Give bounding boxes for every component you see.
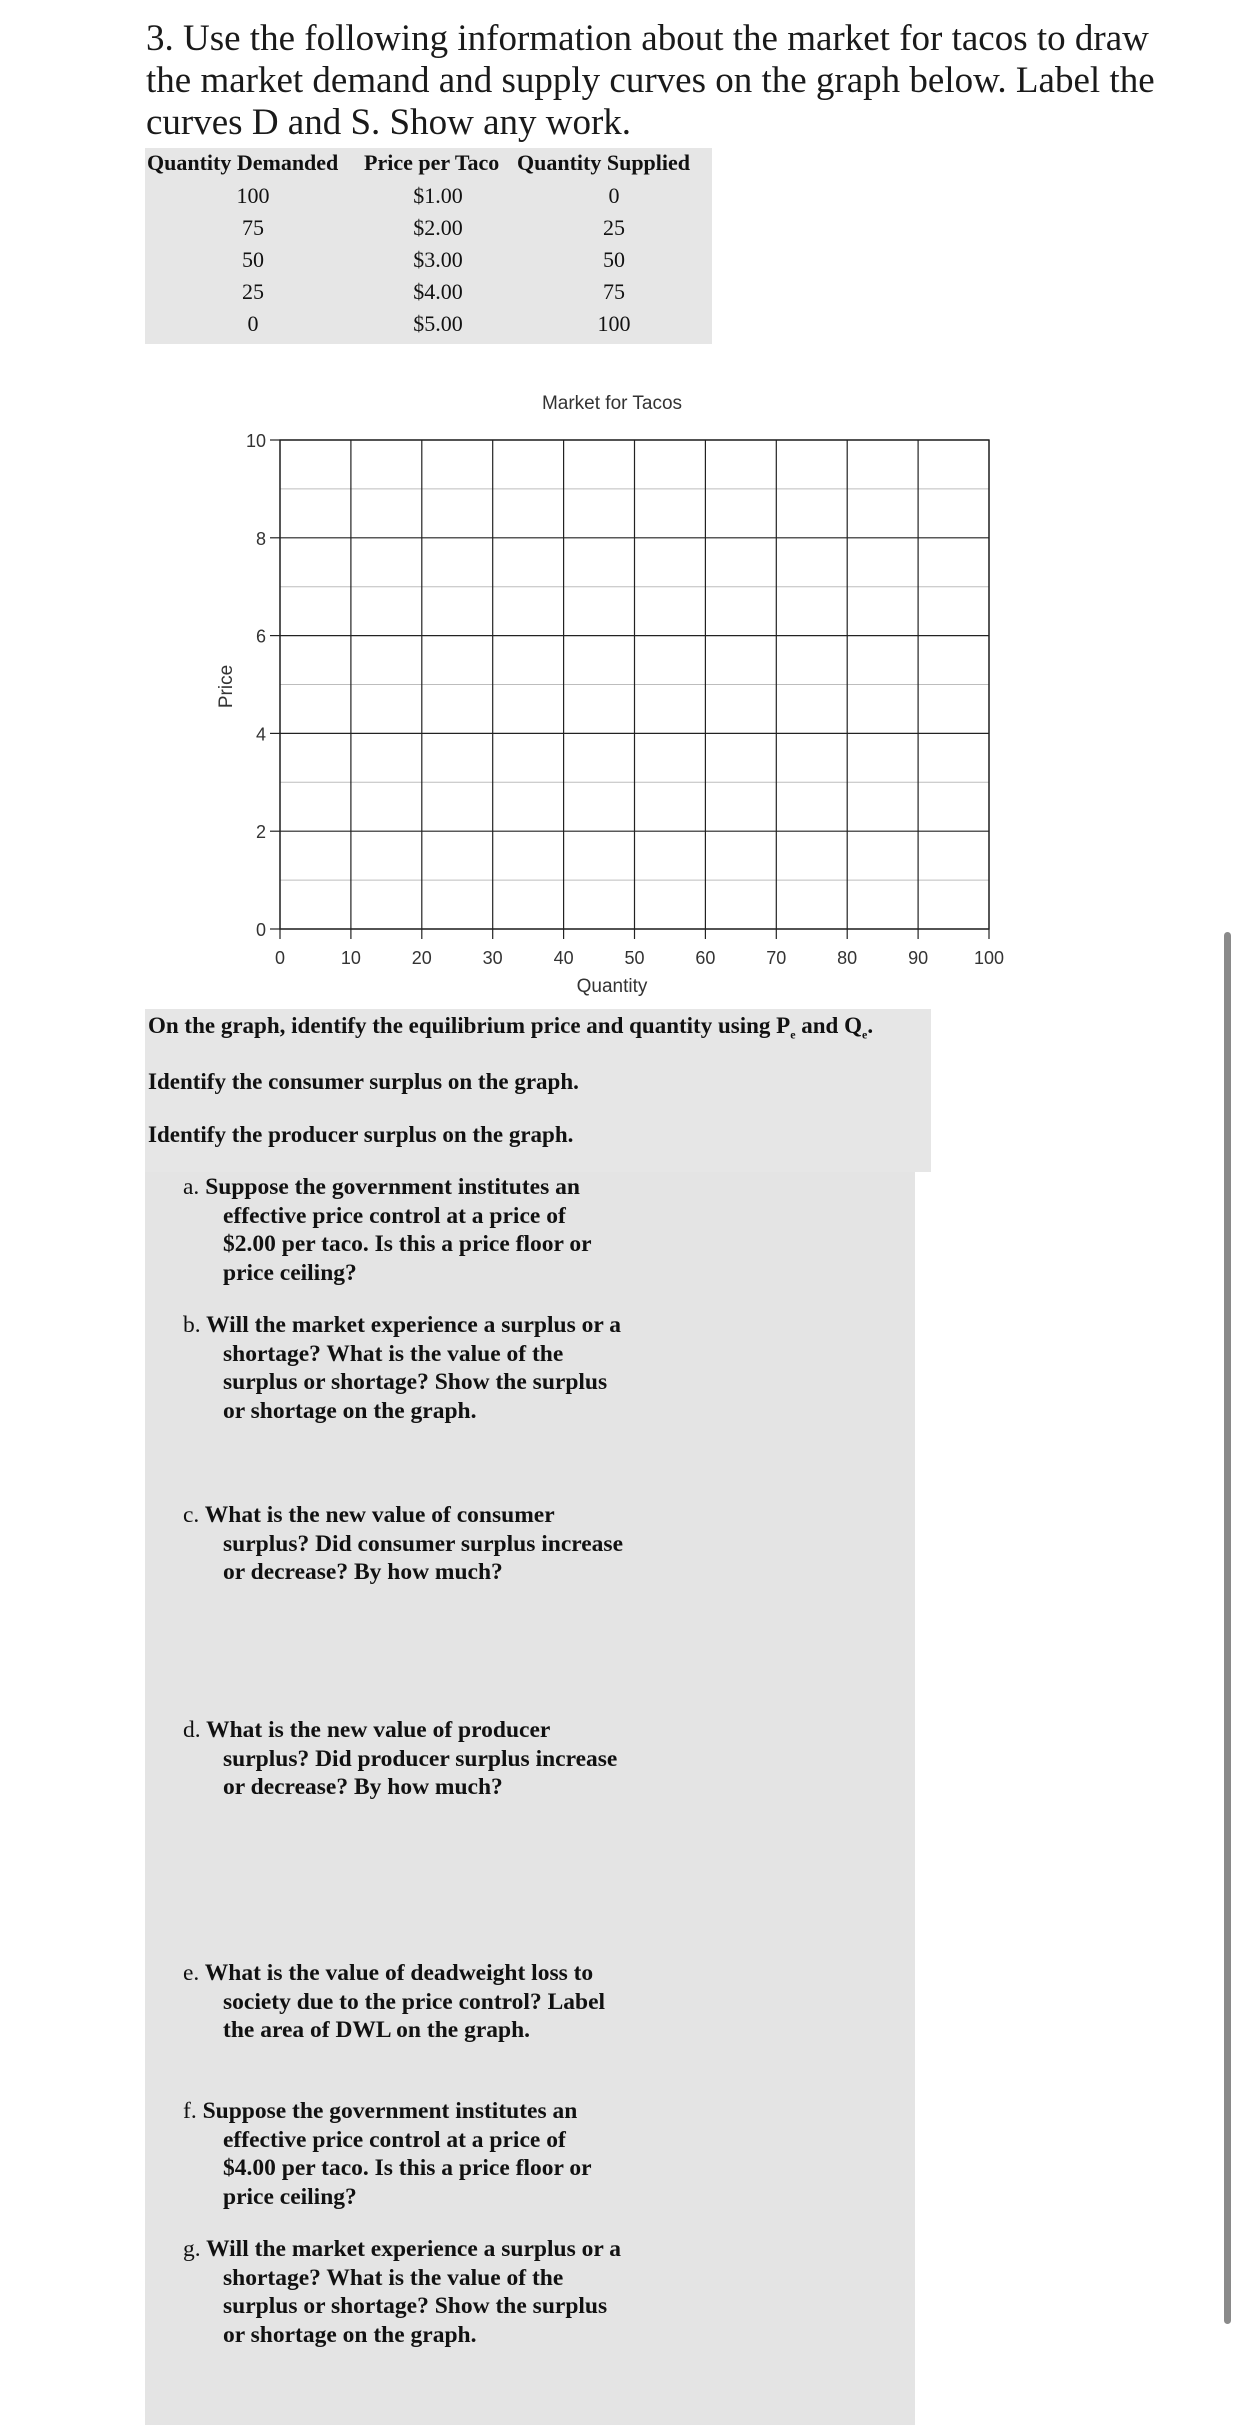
table-cell-quantity-supplied: 100 [597, 311, 631, 336]
x-tick-label: 20 [411, 948, 432, 968]
vertical-scrollbar[interactable] [1224, 932, 1231, 2324]
table-cell-price: $4.00 [413, 279, 463, 304]
question-c: c. What is the new value of consumer surplus? Did consumer surplus increase or decrease? By how much? [183, 1502, 624, 1585]
table-cell-price: $2.00 [413, 215, 463, 240]
y-axis-label: Price [216, 664, 237, 709]
x-tick-label: 50 [624, 948, 645, 968]
y-tick-label: 8 [255, 528, 266, 549]
y-tick-label: 0 [255, 920, 266, 940]
y-tick-label: 4 [255, 724, 266, 745]
question-b: b. Will the market experience a surplus or a shortage? What is the value of the surplus or shortage? Show the surplus or shortage on the graph. [183, 1312, 621, 1424]
data-table [145, 148, 712, 344]
table-cell-price: $5.00 [413, 311, 463, 336]
table-cell-quantity-demanded: 75 [242, 215, 264, 240]
table-cell-quantity-demanded: 25 [242, 279, 264, 304]
x-axis-label: Quantity [576, 976, 648, 997]
market-graph [0, 380, 1242, 1020]
x-tick-label: 0 [274, 948, 286, 968]
question-d: d. What is the new value of producer surplus? Did producer surplus increase or decrease? By how much? [183, 1717, 618, 1800]
chart-svg [0, 380, 1242, 1020]
table-cell-quantity-supplied: 25 [603, 215, 625, 240]
table-cell-quantity-supplied: 75 [603, 279, 625, 304]
header-quantity-demanded: Quantity Demanded [147, 150, 339, 175]
header-quantity-supplied: Quantity Supplied [517, 150, 691, 175]
y-tick-label: 6 [255, 626, 266, 647]
table-cell-quantity-demanded: 50 [242, 247, 264, 272]
chart-title: Market for Tacos [541, 393, 683, 414]
question-f: f. Suppose the government institutes an effective price control at a price of $4.00 per taco. Is this a price floor or price ceiling? [183, 2098, 592, 2210]
y-tick-label: 2 [255, 822, 266, 843]
x-tick-label: 30 [482, 948, 503, 968]
table-cell-price: $3.00 [413, 247, 463, 272]
x-tick-label: 40 [553, 948, 574, 968]
table-cell-quantity-supplied: 0 [608, 183, 620, 208]
equilibrium-question: On the graph, identify the equilibrium price and quantity using $P_e$ and $Q_e$. [148, 1013, 874, 1042]
header-price-per-taco: Price per Taco [364, 150, 500, 175]
x-tick-label: 10 [340, 948, 361, 968]
producer-surplus-question: Identify the producer surplus on the graph. [148, 1122, 574, 1147]
table-cell-quantity-demanded: 0 [247, 311, 259, 336]
x-tick-label: 100 [973, 948, 1005, 968]
question-a: a. Suppose the government institutes an effective price control at a price of $2.00 per taco. Is this a price floor or price ceiling? [183, 1174, 592, 1286]
table-cell-price: $1.00 [413, 183, 463, 208]
y-tick-label: 10 [245, 431, 266, 451]
question-g: g. Will the market experience a surplus or a shortage? What is the value of the surplus or shortage? Show the surplus or shortage on the graph. [183, 2236, 621, 2348]
table-cell-quantity-demanded: 100 [236, 183, 270, 208]
question-e: e. What is the value of deadweight loss to society due to the price control? Label the area of DWL on the graph. [183, 1960, 606, 2043]
question-intro: 3. Use the following information about the market for tacos to draw the market demand and supply curves on the graph below. Label the curves D and S. Show any work. [146, 18, 1155, 143]
x-tick-label: 70 [766, 948, 787, 968]
x-tick-label: 60 [695, 948, 716, 968]
consumer-surplus-question: Identify the consumer surplus on the graph. [148, 1069, 579, 1094]
x-tick-label: 90 [908, 948, 929, 968]
table-cell-quantity-supplied: 50 [603, 247, 625, 272]
x-tick-label: 80 [837, 948, 858, 968]
